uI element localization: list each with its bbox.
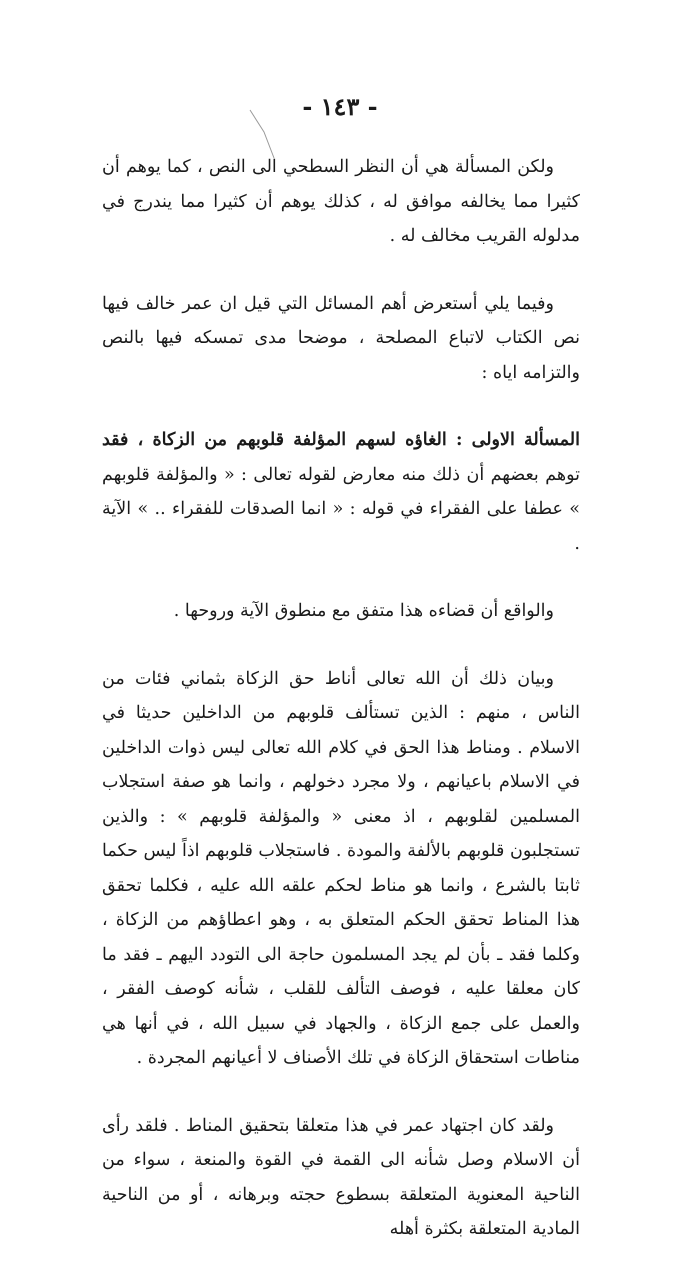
issue-heading: المسألة الاولى : الغاؤه لسهم المؤلفة قلوبهم من الزكاة ، فقد (102, 430, 580, 450)
paragraph-5: وبيان ذلك أن الله تعالى أناط حق الزكاة بثماني فئات من الناس ، منهم : الذين تستألف قلوبهم من الداخلين حديثا في الاسلام . ومناط هذا الحق في كلام الله تعالى ليس ذوات الداخلين في الاسلام باعيانهم ، ولا مجرد دخولهم ، وانما هو صفة استجلاب المسلمين لقلوبهم ، اذ معنى « والمؤلفة قلوبهم » : والذين تستجلبون قلوبهم بالألفة والمودة . فاستجلاب قلوبهم اذاً ليس حكما ثابتا بالشرع ، وانما هو مناط لحكم علقه الله عليه ، فكلما تحقق هذا المناط تحقق الحكم المتعلق به ، وهو اعطاؤهم من الزكاة ، وكلما فقد ـ بأن لم يجد المسلمون حاجة الى التودد اليهم ـ فقد ما كان معلقا عليه ، فوصف التألف للقلب ، شأنه كوصف الفقر ، والعمل على جمع الزكاة ، والجهاد في سبيل الله ، في أنها هي مناطات استحقاق الزكاة في تلك الأصناف لا أعيانهم المجردة . (102, 668, 580, 1068)
paragraph-4: والواقع أن قضاءه هذا متفق مع منطوق الآية وروحها . (173, 601, 554, 621)
paragraph-2: وفيما يلي أستعرض أهم المسائل التي قيل ان عمر خالف فيها نص الكتاب لاتباع المصلحة ، موضحا مدى تمسكه فيها بالنص والتزامه اياه : (102, 293, 580, 383)
paragraph-3 (102, 423, 580, 561)
paragraph-3-body: توهم بعضهم أن ذلك منه معارض لقوله تعالى : « والمؤلفة قلوبهم » عطفا على الفقراء في قوله : « انما الصدقات للفقراء .. » الآية . (102, 464, 580, 554)
body-text (102, 150, 580, 1280)
paragraph-6: ولقد كان اجتهاد عمر في هذا متعلقا بتحقيق المناط . فلقد رأى أن الاسلام وصل شأنه الى القمة في القوة والمنعة ، سواء من الناحية المعنوية المتعلقة بسطوع حجته وبرهانه ، أو من الناحية المادية المتعلقة بكثرة أهله (102, 1115, 580, 1239)
page-number: - ١٤٣ - (302, 92, 378, 121)
paragraph-1: ولكن المسألة هي أن النظر السطحي الى النص ، كما يوهم أن كثيرا مما يخالفه موافق له ، كذلك يوهم أن كثيرا مما يندرج في مدلوله القريب مخالف له . (102, 157, 580, 246)
